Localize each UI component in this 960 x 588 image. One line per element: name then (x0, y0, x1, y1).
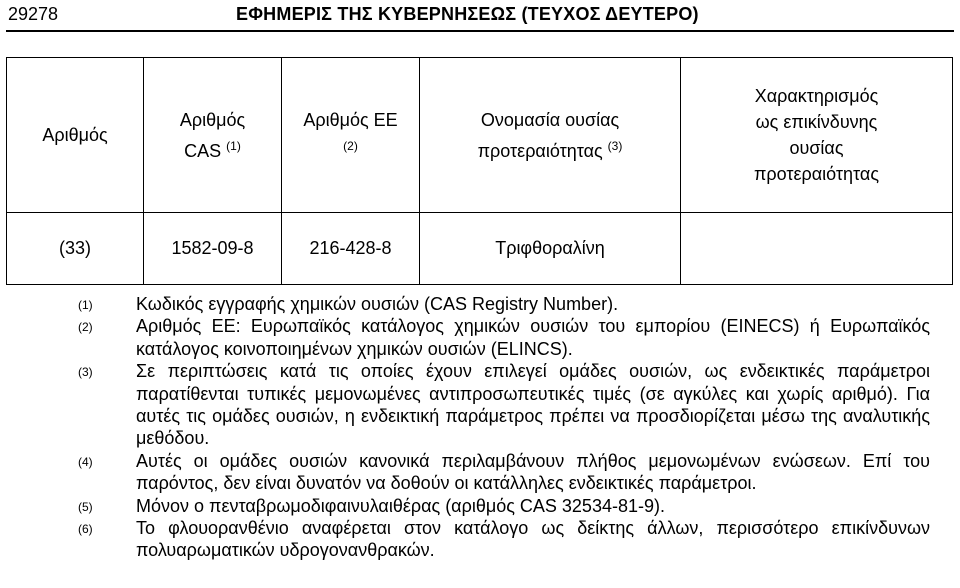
footnote-text: Το φλουορανθένιο αναφέρεται στον κατάλογο ως δείκτης άλλων, περισσότερο επικίνδυνων πολυαρωματικών υδρογονανθρακών. (136, 518, 930, 561)
footnote-mark: (2) (78, 320, 93, 335)
header-hazard-characterisation: Χαρακτηρισμός ως επικίνδυνης ουσίας προτεραιότητας (681, 58, 953, 213)
footnote-text: Αυτές οι ομάδες ουσιών κανονικά περιλαμβάνουν πλήθος μεμονωμένων ενώσεων. Επί του παρόντος, δεν είναι δυνατόν να δοθούν οι κατάλληλες ενδεικτικές παράμετροι. (136, 450, 930, 494)
footnote-mark: (4) (78, 454, 93, 469)
header-substance-name: Ονομασία ουσίας προτεραιότητας $^{(3)}$ (420, 58, 681, 213)
footnote-ref-2: (2) (343, 138, 358, 153)
header-rule (6, 30, 954, 32)
header-number: Αριθμός (7, 58, 144, 213)
footnote-6 (78, 517, 930, 562)
cell-cas-number: 1582-09-8 (144, 213, 282, 285)
footnote-text: Αριθμός ΕΕ: Ευρωπαϊκός κατάλογος χημικών ουσιών του εμπορίου (EINECS) ή Ευρωπαϊκός κατάλογος κοινοποιημένων χημικών ουσιών (ELINCS). (136, 316, 930, 359)
page-number: 29278 (8, 4, 59, 24)
footnote-text: Κωδικός εγγραφής χημικών ουσιών (CAS Registry Number). (136, 294, 619, 314)
header-cas-number: Αριθμός CAS $^{(1)}$ (144, 58, 282, 213)
priority-substances-table (6, 57, 953, 285)
footnote-mark: (1) (78, 298, 93, 312)
cell-substance-name: Τριφθοραλίνη (420, 213, 681, 285)
footnote-1 (78, 293, 930, 315)
footnote-mark: (5) (78, 499, 93, 514)
footnote-2 (78, 315, 930, 360)
footnote-mark: (3) (78, 365, 93, 380)
running-head: ΕΦΗΜΕΡΙΣ ΤΗΣ ΚΥΒΕΡΝΗΣΕΩΣ (ΤΕΥΧΟΣ ΔΕΥΤΕΡΟ) (236, 4, 699, 24)
footnote-5 (78, 495, 930, 517)
footnote-text: Μόνον ο πενταβρωμοδιφαινυλαιθέρας (αριθμός CAS 32534-81-9). (136, 495, 665, 516)
cell-hazard (681, 213, 953, 285)
footnote-3 (78, 360, 930, 450)
cell-number: (33) (7, 213, 144, 285)
footnote-ref-3: (3) (607, 138, 623, 153)
footnote-4 (78, 450, 930, 495)
cell-ec-number: 216-428-8 (282, 213, 420, 285)
footnotes (78, 293, 930, 562)
footnote-ref-1: (1) (226, 138, 241, 153)
footnote-mark: (6) (78, 522, 93, 537)
table-header-row (7, 58, 953, 213)
footnote-text: Σε περιπτώσεις κατά τις οποίες έχουν επιλεγεί ομάδες ουσιών, ως ενδεικτικές παράμετροι παρατίθενται τυπικές μεμονωμένες αντιπροσωπευτικές τιμές (σε αγκύλες και χωρίς αριθμό). Για αυτές τις ομάδες ουσιών, η ενδεικτική παράμετρος πρέπει να προσδιορίζεται μέσω της αναλυτικής μεθόδου. (136, 361, 930, 449)
table-row (7, 213, 953, 285)
header-ec-number: Αριθμός ΕΕ $^{(2)}$ (282, 58, 420, 213)
